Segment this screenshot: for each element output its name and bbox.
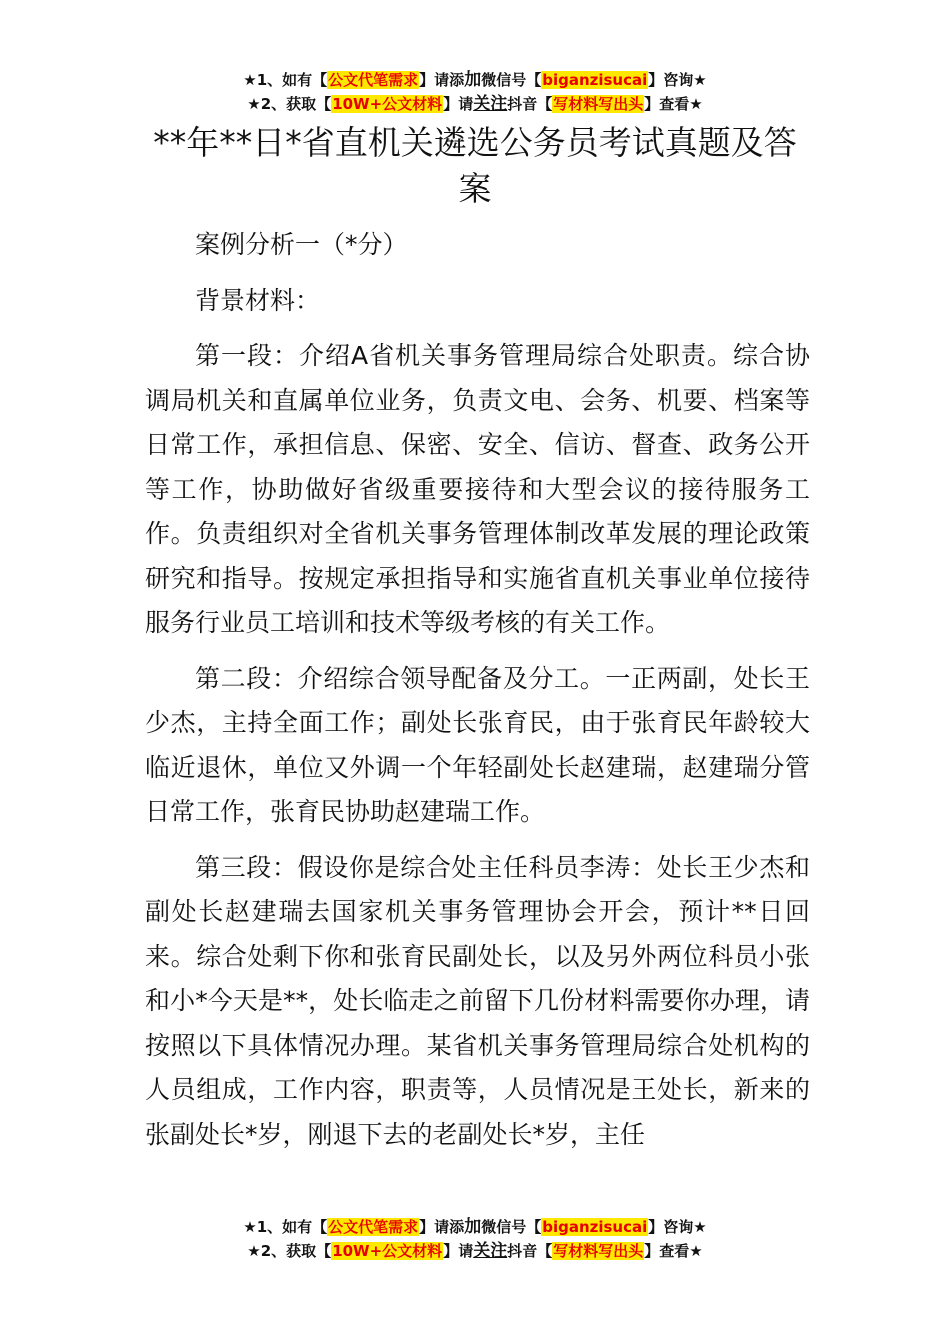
banner-text: ★1、如有【	[243, 71, 328, 89]
banner-text: 】请	[443, 1242, 474, 1260]
banner-text: 】请	[443, 95, 474, 113]
document-title: **年**日*省直机关遴选公务员考试真题及答案	[153, 123, 797, 208]
banner-line-2	[0, 92, 950, 116]
highlight-materials: 10W+公文材料	[332, 95, 443, 113]
highlight-wechat-id: biganzisucai	[542, 71, 648, 89]
section-heading: 案例分析一（*分）	[195, 230, 408, 259]
banner-text: 抖音【	[507, 1242, 553, 1260]
banner-text: 】查看★	[644, 95, 703, 113]
banner-text: ★2、获取【	[247, 95, 332, 113]
banner-text: 加	[464, 1217, 482, 1237]
footer-banner	[0, 1215, 950, 1263]
highlight-service: 公文代笔需求	[328, 71, 419, 89]
banner-text: ★2、获取【	[247, 1242, 332, 1260]
highlight-wechat-id: biganzisucai	[542, 1218, 648, 1236]
banner-text: 微信号【	[481, 71, 542, 89]
header-banner	[0, 68, 950, 116]
banner-line-1	[0, 68, 950, 92]
banner-text: 关注	[473, 94, 508, 114]
subheading: 背景材料：	[195, 285, 321, 315]
highlight-douyin: 写材料写出头	[553, 1242, 644, 1260]
highlight-service: 公文代笔需求	[328, 1218, 419, 1236]
banner-text: 】请添	[419, 1218, 465, 1236]
banner-line-1	[0, 1215, 950, 1239]
banner-text: 】查看★	[644, 1242, 703, 1260]
paragraph: 第二段：介绍综合领导配备及分工。一正两副，处长王少杰，主持全面工作；副处长张育民，由于张育民年龄较大临近退休，单位又外调一个年轻副处长赵建瑞，赵建瑞分管日常工作，张育民协助赵建瑞工作。	[145, 663, 810, 826]
banner-text: 关注	[473, 1241, 508, 1261]
document-body	[145, 223, 810, 1168]
banner-text: 】咨询★	[648, 71, 707, 89]
paragraph: 第三段：假设你是综合处主任科员李涛：处长王少杰和副处长赵建瑞去国家机关事务管理协会开会，预计**日回来。综合处剩下你和张育民副处长，以及另外两位科员小张和小*今天是**，处长临走之前留下几份材料需要你办理，请按照以下具体情况办理。某省机关事务管理局综合处机构的人员组成，工作内容，职责等，人员情况是王处长，新来的张副处长*岁，刚退下去的老副处长*岁，主任	[145, 852, 810, 1149]
banner-text: ★1、如有【	[243, 1218, 328, 1236]
banner-text: 】请添	[419, 71, 465, 89]
banner-text: 加	[464, 70, 482, 90]
banner-text: 抖音【	[507, 95, 553, 113]
banner-text: 】咨询★	[648, 1218, 707, 1236]
paragraph: 第一段：介绍A省机关事务管理局综合处职责。综合协调局机关和直属单位业务，负责文电、会务、机要、档案等日常工作，承担信息、保密、安全、信访、督查、政务公开等工作，协助做好省级重要接待和大型会议的接待服务工作。负责组织对全省机关事务管理体制改革发展的理论政策研究和指导。按规定承担指导和实施省直机关事业单位接待服务行业员工培训和技术等级考核的有关工作。	[145, 341, 810, 637]
highlight-douyin: 写材料写出头	[553, 95, 644, 113]
banner-line-2	[0, 1239, 950, 1263]
highlight-materials: 10W+公文材料	[332, 1242, 443, 1260]
banner-text: 微信号【	[481, 1218, 542, 1236]
